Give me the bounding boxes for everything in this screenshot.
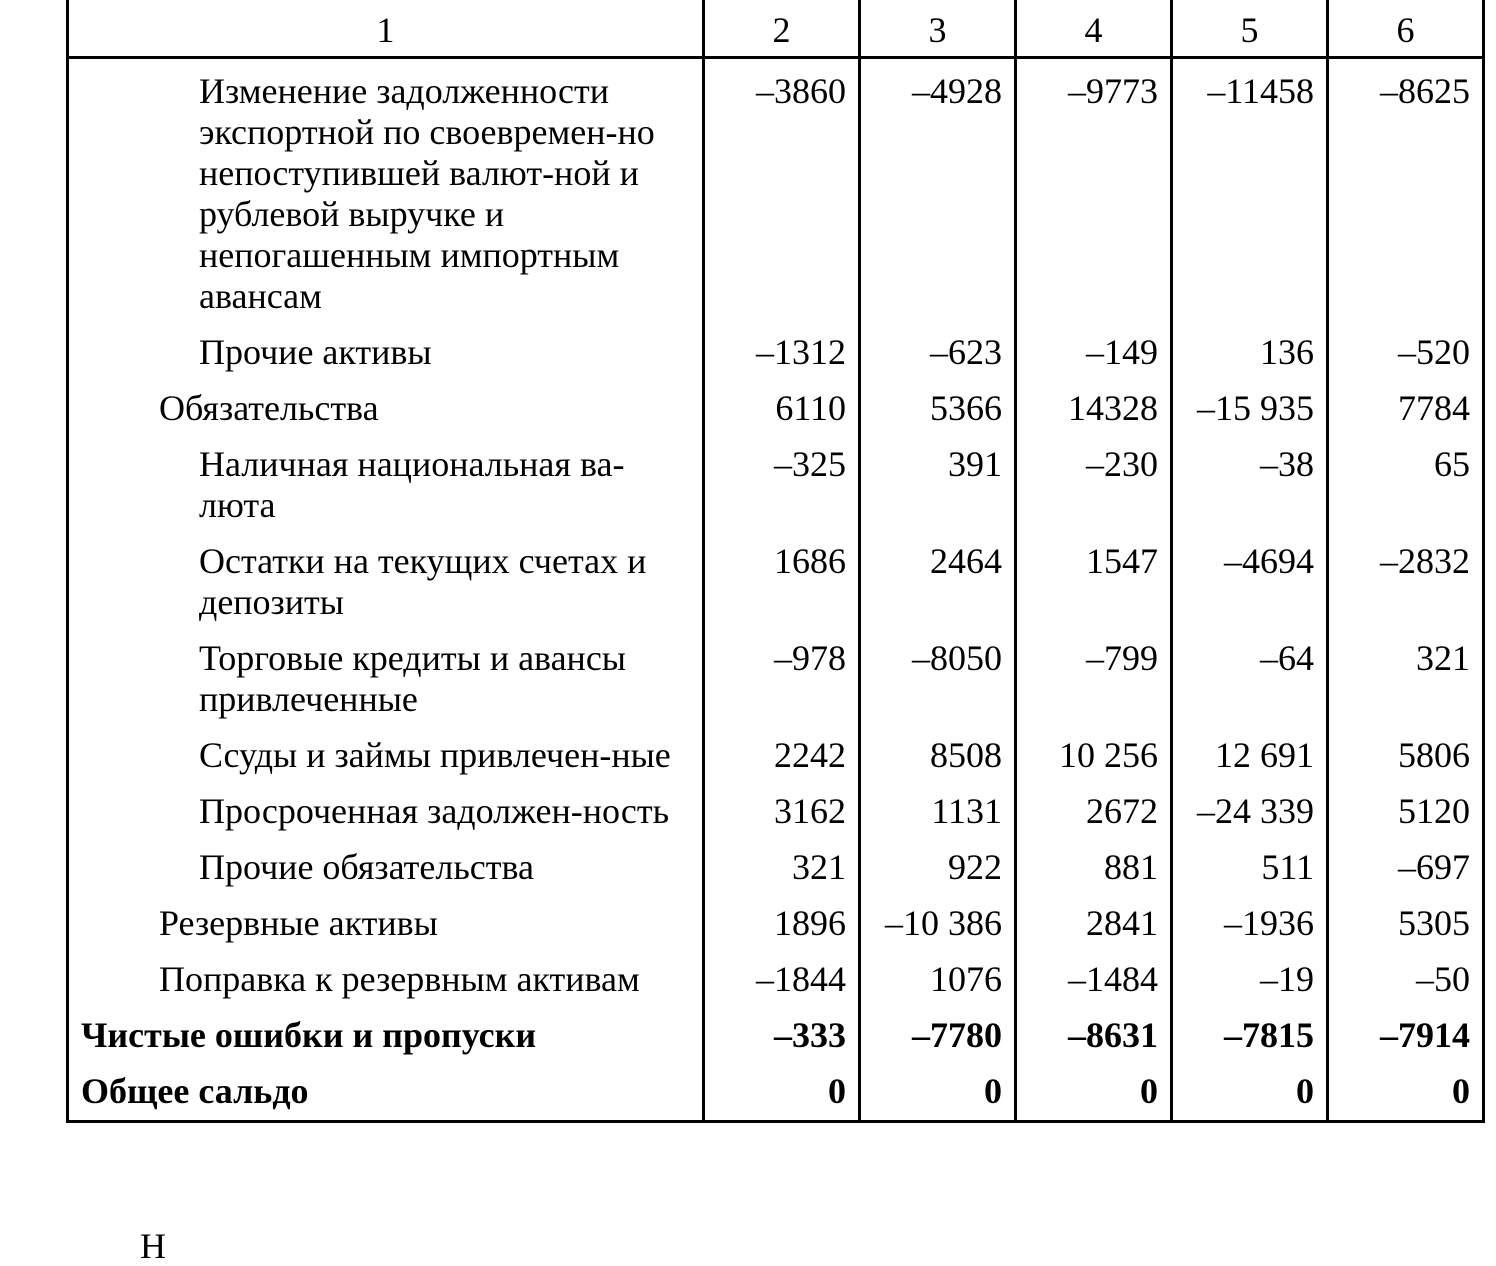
cell-value: –8625 [1328,58,1484,318]
cell-value: 1076 [860,944,1016,1000]
cell-value: –1484 [1016,944,1172,1000]
cell-value: –1936 [1172,888,1328,944]
row-label: Наличная национальная ва-люта [199,444,625,525]
cell-value: 65 [1328,429,1484,526]
balance-table [66,0,1485,1123]
row-label: Обязательства [159,388,379,428]
table-row [68,526,1484,623]
cell-value: –3860 [704,58,860,318]
table-row [68,373,1484,429]
next-line-fragment: Н [140,1226,166,1266]
column-header: 3 [860,0,1016,58]
column-header: 2 [704,0,860,58]
cell-value: 391 [860,429,1016,526]
cell-value: –4694 [1172,526,1328,623]
table-row [68,429,1484,526]
table-row [68,776,1484,832]
row-label: Ссуды и займы привлечен-ные [199,735,671,775]
cell-value: –333 [704,1000,860,1056]
cell-value: –7780 [860,1000,1016,1056]
cell-value: –15 935 [1172,373,1328,429]
row-label: Остатки на текущих счетах и депозиты [199,541,647,622]
cell-value: 12 691 [1172,720,1328,776]
cell-value: –978 [704,623,860,720]
cell-value: –10 386 [860,888,1016,944]
cell-value: 0 [860,1056,1016,1122]
cell-value: 10 256 [1016,720,1172,776]
cell-value: –697 [1328,832,1484,888]
cell-value: –7914 [1328,1000,1484,1056]
row-label: Торговые кредиты и авансы привлеченные [199,638,626,719]
cell-value: 321 [1328,623,1484,720]
cell-value: –4928 [860,58,1016,318]
cell-value: 0 [1328,1056,1484,1122]
header-row [68,0,1484,58]
cell-value: 5305 [1328,888,1484,944]
cell-value: 0 [1016,1056,1172,1122]
table-row [68,317,1484,373]
cell-value: 8508 [860,720,1016,776]
cell-value: –230 [1016,429,1172,526]
cell-value: –2832 [1328,526,1484,623]
cell-value: 5120 [1328,776,1484,832]
row-label: Прочие активы [199,332,432,372]
cell-value: –38 [1172,429,1328,526]
row-label: Общее сальдо [81,1071,309,1111]
cell-value: –8050 [860,623,1016,720]
cell-value: –149 [1016,317,1172,373]
row-label: Поправка к резервным активам [159,959,640,999]
cell-value: –325 [704,429,860,526]
row-label: Изменение задолженности экспортной по своевремен-но непоступившей валют-ной и рублевой выручке и непогашенным импортным авансам [199,71,655,316]
cell-value: 881 [1016,832,1172,888]
cell-value: –50 [1328,944,1484,1000]
column-header: 6 [1328,0,1484,58]
cell-value: 1547 [1016,526,1172,623]
table-row [68,720,1484,776]
cell-value: 1686 [704,526,860,623]
cell-value: –7815 [1172,1000,1328,1056]
cell-value: –1844 [704,944,860,1000]
table-row [68,832,1484,888]
cell-value: –64 [1172,623,1328,720]
cell-value: –11458 [1172,58,1328,318]
cell-value: 5806 [1328,720,1484,776]
cell-value: 136 [1172,317,1328,373]
table-row [68,944,1484,1000]
cell-value: –520 [1328,317,1484,373]
cell-value: –799 [1016,623,1172,720]
cell-value: 2672 [1016,776,1172,832]
cell-value: –19 [1172,944,1328,1000]
cell-value: –8631 [1016,1000,1172,1056]
table-row [68,1000,1484,1056]
cell-value: –623 [860,317,1016,373]
cell-value: 2464 [860,526,1016,623]
cell-value: 511 [1172,832,1328,888]
cell-value: 0 [1172,1056,1328,1122]
row-label: Резервные активы [159,903,438,943]
cell-value: 6110 [704,373,860,429]
cell-value: 3162 [704,776,860,832]
cell-value: 0 [704,1056,860,1122]
table-row [68,623,1484,720]
cell-value: 922 [860,832,1016,888]
table-row [68,58,1484,318]
table-row [68,1056,1484,1122]
cell-value: –1312 [704,317,860,373]
cell-value: –9773 [1016,58,1172,318]
row-label: Просроченная задолжен-ность [199,791,670,831]
cell-value: 2841 [1016,888,1172,944]
cell-value: 7784 [1328,373,1484,429]
cell-value: 1896 [704,888,860,944]
table-row [68,888,1484,944]
column-header: 1 [68,0,704,58]
cell-value: 5366 [860,373,1016,429]
column-header: 5 [1172,0,1328,58]
row-label: Чистые ошибки и пропуски [81,1015,537,1055]
column-header: 4 [1016,0,1172,58]
cell-value: –24 339 [1172,776,1328,832]
row-label: Прочие обязательства [199,847,534,887]
cell-value: 1131 [860,776,1016,832]
cell-value: 14328 [1016,373,1172,429]
cell-value: 321 [704,832,860,888]
cell-value: 2242 [704,720,860,776]
